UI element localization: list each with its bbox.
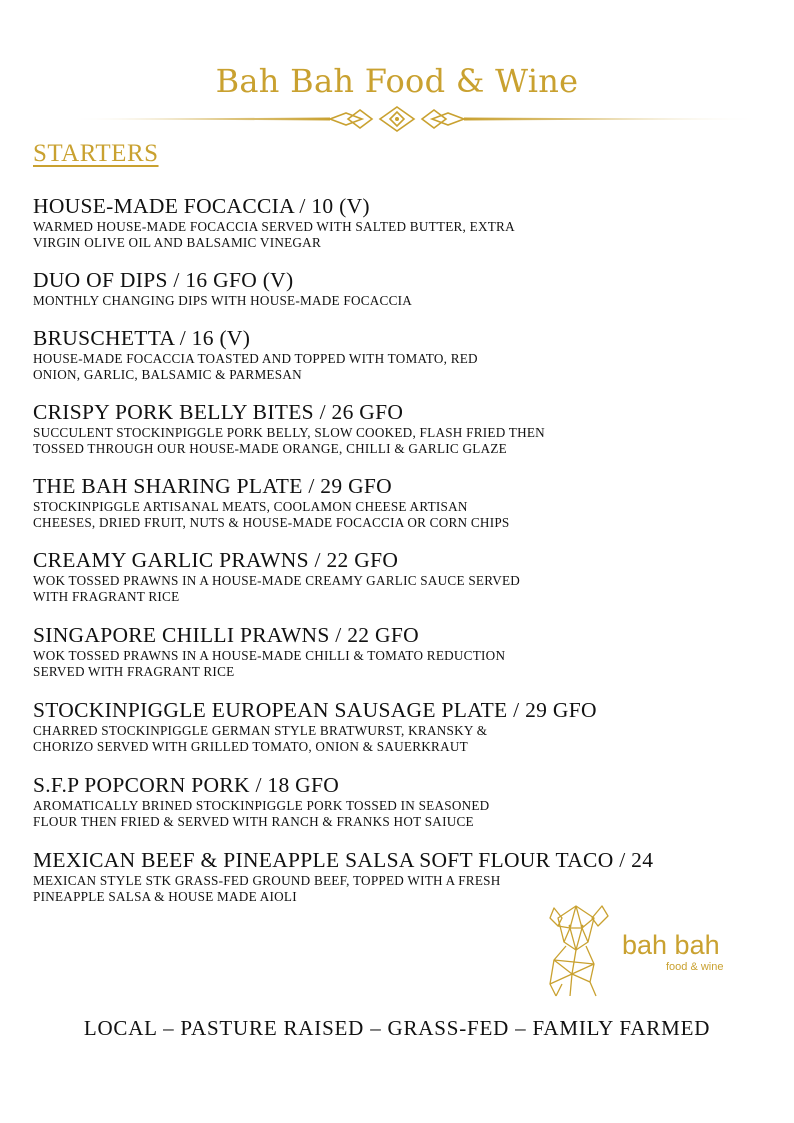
menu-item [33,326,753,383]
menu-item-name: MEXICAN BEEF & PINEAPPLE SALSA SOFT FLOUR TACO / 24 [33,848,654,872]
menu-item [33,194,753,251]
logo-brand-text: bah bah [622,930,720,960]
footer-tagline: LOCAL – PASTURE RAISED – GRASS-FED – FAMILY FARMED [83,1016,711,1040]
menu-item [33,400,753,457]
section-title-starters: STARTERS [33,140,159,167]
menu-item [33,773,753,830]
menu-item-name: DUO OF DIPS / 16 GFO (V) [33,268,294,292]
menu-item [33,268,753,309]
menu-item [33,623,753,680]
menu-item-description: WARMED HOUSE-MADE FOCACCIA SERVED WITH SALTED BUTTER, EXTRA VIRGIN OLIVE OIL AND BALSAMIC VINEGAR [33,219,515,250]
menu-item [33,474,753,531]
ornamental-divider [30,106,764,132]
menu-item [33,698,753,755]
menu-item-name: S.F.P POPCORN PORK / 18 GFO [33,773,340,797]
menu-item-description: CHARRED STOCKINPIGGLE GERMAN STYLE BRATWURST, KRANSKY & CHORIZO SERVED WITH GRILLED TOMATO, ONION & SAUERKRAUT [33,723,488,754]
menu-item-name: CREAMY GARLIC PRAWNS / 22 GFO [33,548,399,572]
menu-item-description: MONTHLY CHANGING DIPS WITH HOUSE-MADE FOCACCIA [33,293,413,308]
logo-tagline-text: food & wine [666,961,724,973]
menu-item-name: THE BAH SHARING PLATE / 29 GFO [33,474,392,498]
menu-item-description: WOK TOSSED PRAWNS IN A HOUSE-MADE CHILLI & TOMATO REDUCTION SERVED WITH FRAGRANT RICE [33,648,506,679]
menu-item-description: WOK TOSSED PRAWNS IN A HOUSE-MADE CREAMY GARLIC SAUCE SERVED WITH FRAGRANT RICE [33,573,521,604]
menu-item-description: AROMATICALLY BRINED STOCKINPIGGLE PORK TOSSED IN SEASONED FLOUR THEN FRIED & SERVED WITH RANCH & FRANKS HOT SAIUCE [33,798,490,829]
page-title: Bah Bah Food & Wine [215,62,579,100]
menu-item-name: BRUSCHETTA / 16 (V) [33,326,251,350]
menu-item-description: HOUSE-MADE FOCACCIA TOASTED AND TOPPED WITH TOMATO, RED ONION, GARLIC, BALSAMIC & PARMESAN [33,351,478,382]
menu-item-name: SINGAPORE CHILLI PRAWNS / 22 GFO [33,623,419,647]
menu-item-name: HOUSE-MADE FOCACCIA / 10 (V) [33,194,370,218]
menu-item-description: STOCKINPIGGLE ARTISANAL MEATS, COOLAMON CHEESE ARTISAN CHEESES, DRIED FRUIT, NUTS & HOUSE-MADE FOCACCIA OR CORN CHIPS [33,499,510,530]
menu-item-description: MEXICAN STYLE STK GRASS-FED GROUND BEEF, TOPPED WITH A FRESH PINEAPPLE SALSA & HOUSE MADE AIOLI [33,873,501,904]
menu-item [33,548,753,605]
menu-item-name: CRISPY PORK BELLY BITES / 26 GFO [33,400,404,424]
sheep-icon [550,906,608,996]
bah-bah-logo [540,888,740,1000]
menu-item-name: STOCKINPIGGLE EUROPEAN SAUSAGE PLATE / 29 GFO [33,698,597,722]
menu-item-description: SUCCULENT STOCKINPIGGLE PORK BELLY, SLOW COOKED, FLASH FRIED THEN TOSSED THROUGH OUR HOUSE-MADE ORANGE, CHILLI & GARLIC GLAZE [33,425,545,456]
